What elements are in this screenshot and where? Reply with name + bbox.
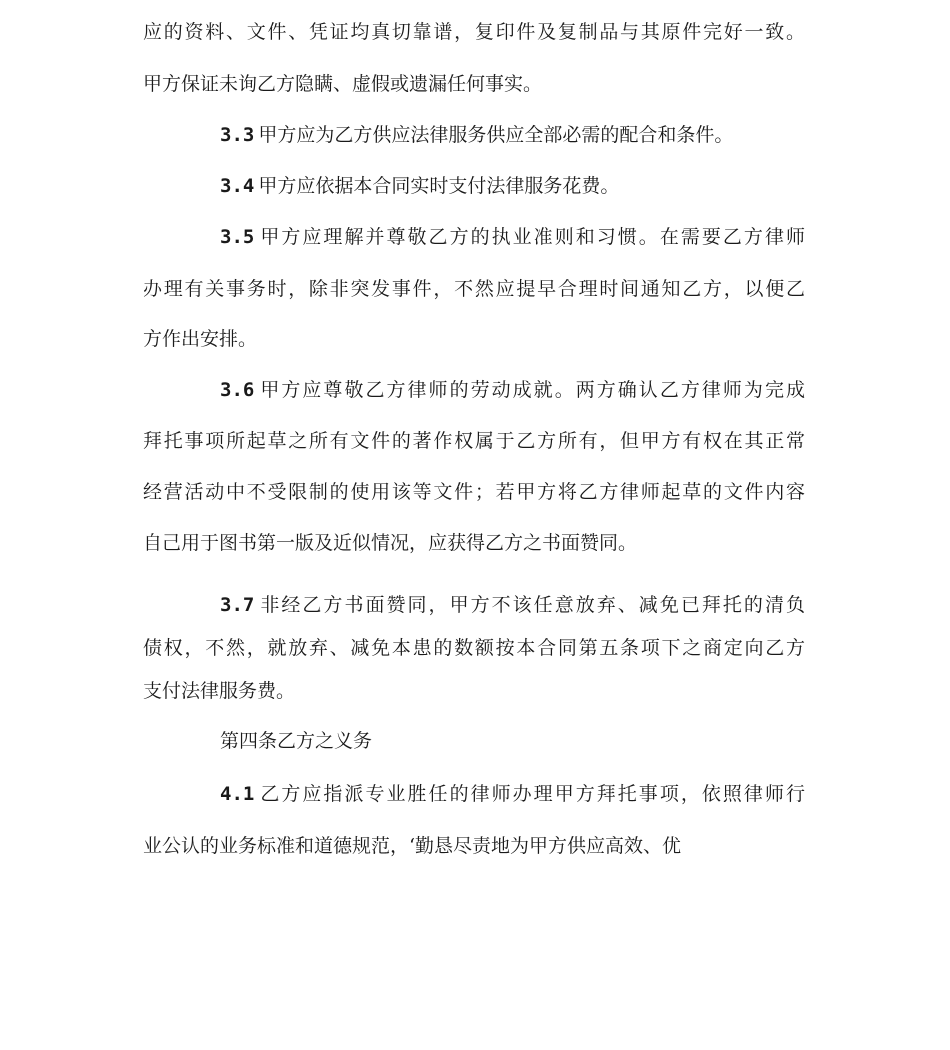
clause-text: 甲方应理解并尊敬乙方的执业准则和习惯。在需要乙方律师	[258, 226, 805, 248]
text-line-7	[143, 327, 805, 351]
clause-text: 非经乙方书面赞同，甲方不该任意放弃、减免已拜托的清负	[258, 594, 805, 616]
line-text: 业公认的业务标准和道德规范，‘勤恳尽责地为甲方供应高效、优	[143, 835, 682, 857]
text-line-1	[143, 20, 805, 44]
line-text: 甲方保证未询乙方隐瞒、虚假或遗漏任何事实。	[143, 73, 543, 95]
clause-text: 甲方应尊敬乙方律师的劳动成就。两方确认乙方律师为完成	[258, 379, 805, 401]
clause-number: 3.7	[220, 594, 255, 616]
clause-number: 3.3	[220, 124, 255, 146]
clause-text: 乙方应指派专业胜任的律师办理甲方拜托事项，依照律师行	[258, 783, 805, 805]
section-heading-text: 第四条乙方之义务	[220, 730, 373, 752]
line-text: 方作出安排。	[143, 328, 258, 350]
clause-text: 甲方应依据本合同实时支付法律服务花费。	[258, 175, 620, 197]
clause-number: 3.6	[220, 379, 255, 401]
text-line-14	[143, 679, 805, 703]
text-line-6	[143, 277, 805, 301]
section-heading-article-4	[220, 729, 805, 753]
clause-number: 3.4	[220, 175, 255, 197]
line-text: 办理有关事务时，除非突发事件，不然应提早合理时间通知乙方，以便乙	[143, 278, 805, 300]
clause-number: 4.1	[220, 783, 255, 805]
text-line-2	[143, 72, 805, 96]
text-line-9	[143, 429, 805, 453]
text-line-17	[143, 834, 805, 858]
line-text: 支付法律服务费。	[143, 680, 296, 702]
clause-3-7	[220, 593, 805, 617]
line-text: 拜托事项所起草之所有文件的著作权属于乙方所有，但甲方有权在其正常	[143, 430, 805, 452]
text-line-10	[143, 480, 805, 504]
clause-3-6	[220, 378, 805, 402]
clause-4-1	[220, 782, 805, 806]
line-text: 自己用于图书第一版及近似情况，应获得乙方之书面赞同。	[143, 532, 638, 554]
clause-number: 3.5	[220, 226, 255, 248]
text-line-11	[143, 531, 805, 555]
line-text: 债权，不然，就放弃、减免本患的数额按本合同第五条项下之商定向乙方	[143, 637, 805, 659]
text-line-13	[143, 636, 805, 660]
clause-3-4	[220, 174, 805, 198]
clause-text: 甲方应为乙方供应法律服务供应全部必需的配合和条件。	[258, 124, 734, 146]
line-text: 应的资料、文件、凭证均真切靠谱，复印件及复制品与其原件完好一致。	[143, 21, 805, 43]
line-text: 经营活动中不受限制的使用该等文件；若甲方将乙方律师起草的文件内容	[143, 481, 805, 503]
clause-3-5	[220, 225, 805, 249]
clause-3-3	[220, 123, 805, 147]
